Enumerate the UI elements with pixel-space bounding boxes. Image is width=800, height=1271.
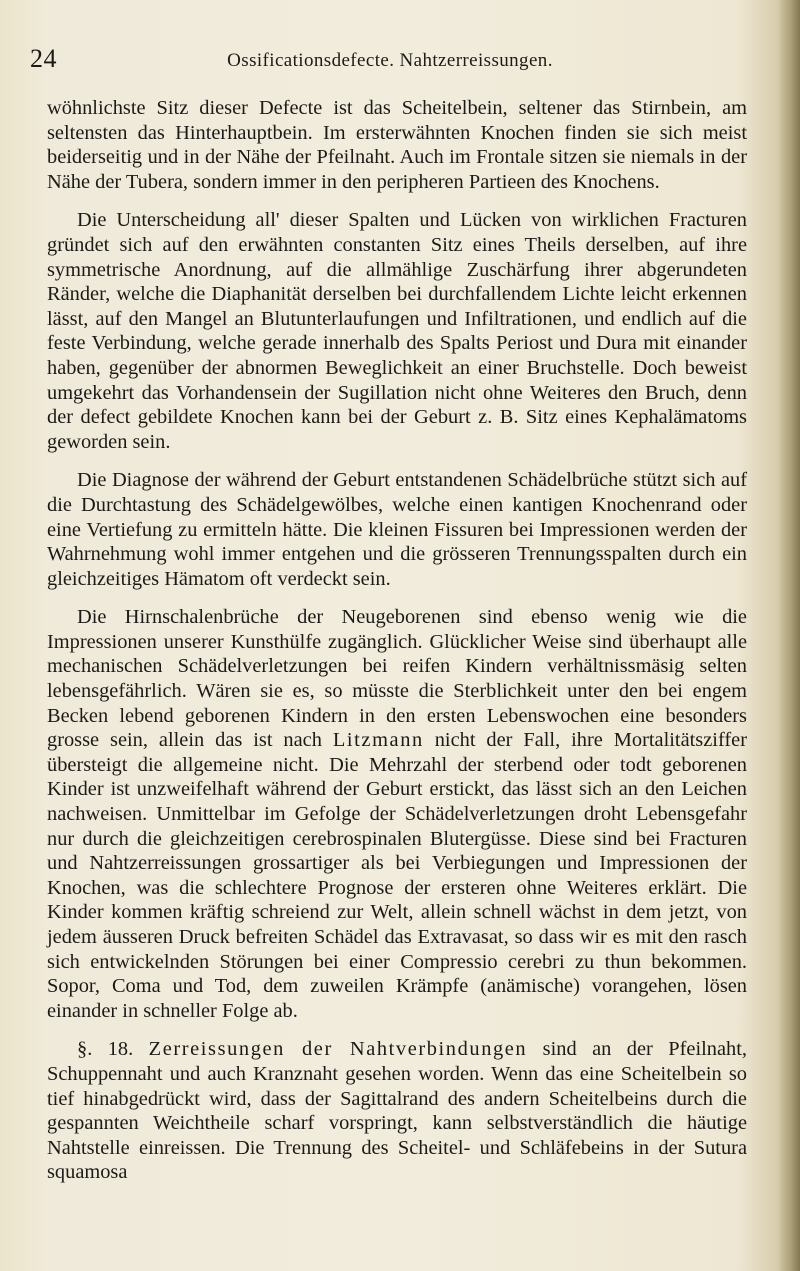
page-header — [30, 44, 750, 78]
section-number: §. 18. — [77, 1038, 134, 1061]
body-text — [47, 96, 747, 1185]
paragraph: wöhnlichste Sitz dieser Defecte ist das Scheitelbein, seltener das Stirnbein, am seltensten das Hinterhauptbein. Im ersterwähnten Knochen finden sie sich meist beiderseitig und in der Nähe der Pfeilnaht. Auch im Frontale sitzen sie niemals in der Nähe der Tubera, sondern immer in den peripheren Partieen des Knochens. — [47, 97, 747, 193]
paragraph: Die Unterscheidung all' dieser Spalten und Lücken von wirklichen Fracturen gründet sich auf den erwähnten constanten Sitz eines Theils derselben, auf ihre symmetrische Anordnung, auf die allmählige Zuschärfung ihrer abgerundeten Ränder, welche die Diaphanität derselben bei durchfallendem Lichte leicht erkennen lässt, auf den Mangel an Blutunterlaufungen und Infiltrationen, und endlich auf die feste Verbindung, welche gerade innerhalb des Spalts Periost und Dura mit einander haben, gegenüber der abnormen Beweglichkeit an einer Bruchstelle. Doch beweist umgekehrt das Vorhandensein der Sugillation nicht ohne Weiteres den Bruch, denn der defect gebildete Knochen kann bei der Geburt z. B. Sitz eines Kephalämatoms geworden sein. — [47, 209, 747, 453]
paragraph: Die Diagnose der während der Geburt entstandenen Schädelbrüche stützt sich auf die Durchtastung des Schädelgewölbes, welche einen kantigen Knochenrand oder eine Vertiefung zu ermitteln hätte. Die kleinen Fissuren bei Impressionen werden der Wahrnehmung wohl immer entgehen und die grösseren Trennungsspalten durch ein gleichzeitiges Hämatom oft verdeckt sein. — [47, 469, 747, 590]
paragraph-text: Die Hirnschalenbrüche der Neugeborenen sind ebenso wenig wie die Impressionen unserer Kunsthülfe zugänglich. Glücklicher Weise sind überhaupt alle mechanischen Schädelverletzungen bei reifen Kindern verhältnissmäsig selten lebensgefährlich. Wären sie es, so müsste die Sterblichkeit unter den bei engem Becken lebend geborenen Kindern in den ersten Lebenswochen eine besonders grosse sein, allein das ist nach — [47, 606, 747, 752]
author-name: Litzmann — [332, 729, 424, 752]
running-head: Ossificationsdefecte. Nahtzerreissungen. — [227, 50, 553, 71]
paragraph-text: nicht der Fall, ihre Mortalitätsziffer übersteigt die allgemeine nicht. Die Mehrzahl der sterbend oder todt geborenen Kinder ist unzweifelhaft während der Geburt erstickt, das lässt sich an den Leichen nachweisen. Unmittelbar im Gefolge der Schädelverletzungen droht Lebensgefahr nur durch die gleichzeitigen cerebrospinalen Blutergüsse. Diese sind bei Fracturen und Nahtzerreissungen grossartiger als bei Verbiegungen und Impressionen der Knochen, was die schlechtere Prognose der ersteren ohne Weiteres erklärt. Die Kinder kommen kräftig schreiend zur Welt, allein schnell wächst in dem jetzt, von jedem äusseren Druck befreiten Schädel das Extravasat, so dass wir es mit den rasch sich entwickelnden Störungen bei einer Compressio cerebri zu thun bekommen. Sopor, Coma und Tod, dem zuweilen Krämpfe (anämische) vorangehen, lösen einander in schneller Folge ab. — [47, 729, 747, 1022]
section-paragraph — [47, 1037, 747, 1185]
page-edge-shadow — [778, 0, 800, 1271]
paragraph-text: sind an der Pfeilnaht, Schuppennaht und auch Kranznaht gesehen worden. Wenn das eine Scheitelbein so tief hinabgedrückt wird, dass der Sagittalrand des andern Scheitelbeins durch die gespannten Weichtheile scharf vorspringt, kann selbstverständlich die häutige Nahtstelle einreissen. Die Trennung des Scheitel- und Schläfebeins in der Sutura squamosa — [47, 1038, 747, 1184]
paragraph — [47, 605, 747, 1023]
section-heading: Zerreissungen der Nahtverbindungen — [148, 1038, 528, 1061]
page-number: 24 — [30, 44, 57, 73]
